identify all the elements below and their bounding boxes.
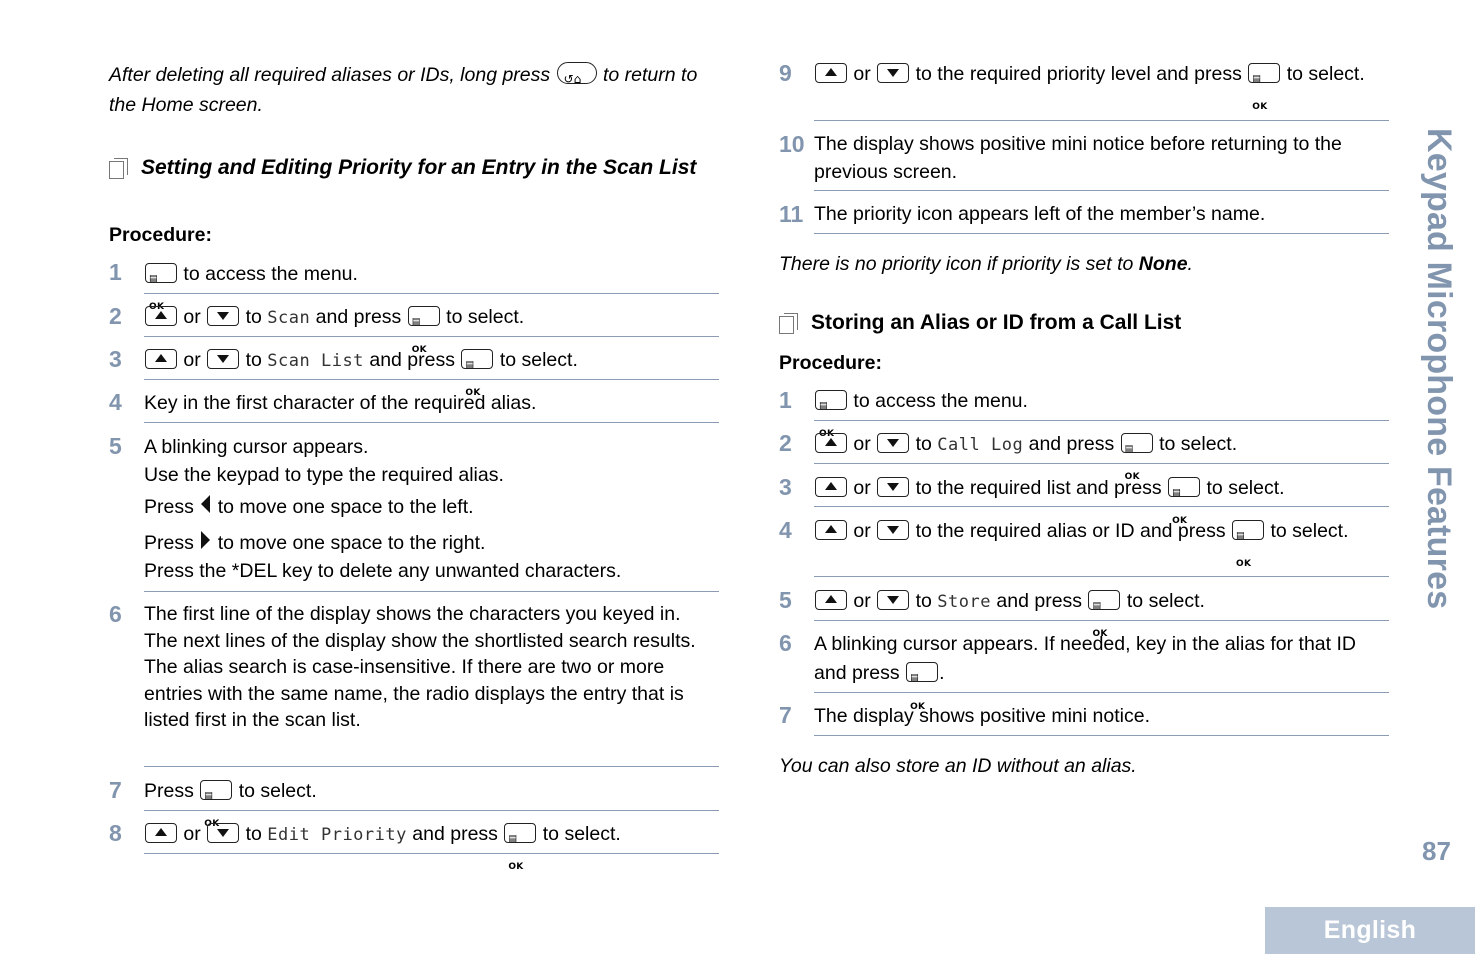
step-divider	[144, 853, 719, 854]
down-arrow-key-icon	[877, 477, 909, 497]
up-arrow-key-icon	[145, 823, 177, 843]
section-heading-scan-priority: Setting and Editing Priority for an Entry in the Scan List	[109, 154, 719, 182]
step-divider	[814, 120, 1389, 121]
down-arrow-key-icon	[207, 823, 239, 843]
up-arrow-key-icon	[815, 590, 847, 610]
step-divider	[814, 190, 1389, 191]
step-divider	[814, 735, 1389, 736]
down-arrow-key-icon	[877, 433, 909, 453]
closing-note: You can also store an ID without an alias.	[779, 755, 1137, 777]
procedure-heading-icon	[109, 158, 127, 180]
up-arrow-key-icon	[815, 477, 847, 497]
down-arrow-key-icon	[207, 306, 239, 326]
page-number: 87	[1422, 836, 1451, 866]
step-divider	[144, 422, 719, 423]
up-arrow-key-icon	[145, 306, 177, 326]
step-divider	[814, 463, 1389, 464]
step-divider	[144, 336, 719, 337]
step-divider	[814, 420, 1389, 421]
step-divider	[144, 293, 719, 294]
right-arrow-icon	[201, 531, 210, 549]
menu-ok-key-icon	[1248, 63, 1280, 83]
language-tab: English	[1265, 907, 1475, 954]
down-arrow-key-icon	[207, 349, 239, 369]
step-divider	[814, 233, 1389, 234]
menu-ok-key-icon	[408, 306, 440, 326]
step-divider	[144, 379, 719, 380]
menu-ok-key-icon	[200, 780, 232, 800]
up-arrow-key-icon	[815, 433, 847, 453]
menu-ok-key-icon	[1232, 520, 1264, 540]
back-home-key-icon	[557, 62, 597, 84]
down-arrow-key-icon	[877, 590, 909, 610]
down-arrow-key-icon	[877, 520, 909, 540]
up-arrow-key-icon	[145, 349, 177, 369]
intro-note: After deleting all required aliases or IDs, long press ↺⌂ to return to the Home screen.	[109, 60, 709, 120]
procedure-label: Procedure:	[109, 224, 212, 246]
menu-ok-key-icon	[1088, 590, 1120, 610]
step-divider	[814, 576, 1389, 577]
menu-ok-key-icon	[145, 263, 177, 283]
priority-note: There is no priority icon if priority is set to None.	[779, 253, 1193, 275]
up-arrow-key-icon	[815, 520, 847, 540]
menu-ok-key-icon	[1121, 433, 1153, 453]
procedure-heading-icon	[779, 313, 797, 335]
step-divider	[144, 766, 719, 767]
step-divider	[814, 620, 1389, 621]
menu-ok-key-icon	[1168, 477, 1200, 497]
step-divider	[814, 692, 1389, 693]
section-heading-call-list: Storing an Alias or ID from a Call List	[779, 309, 1389, 337]
menu-ok-key-icon	[815, 390, 847, 410]
menu-ok-key-icon	[906, 662, 938, 682]
left-arrow-icon	[201, 495, 210, 513]
menu-ok-key-icon	[461, 349, 493, 369]
procedure-label: Procedure:	[779, 352, 882, 374]
up-arrow-key-icon	[815, 63, 847, 83]
step-divider	[144, 591, 719, 592]
down-arrow-key-icon	[877, 63, 909, 83]
step-divider	[814, 506, 1389, 507]
step-divider	[144, 810, 719, 811]
chapter-side-title: Keypad Microphone Features	[1420, 128, 1458, 610]
menu-ok-key-icon	[504, 823, 536, 843]
